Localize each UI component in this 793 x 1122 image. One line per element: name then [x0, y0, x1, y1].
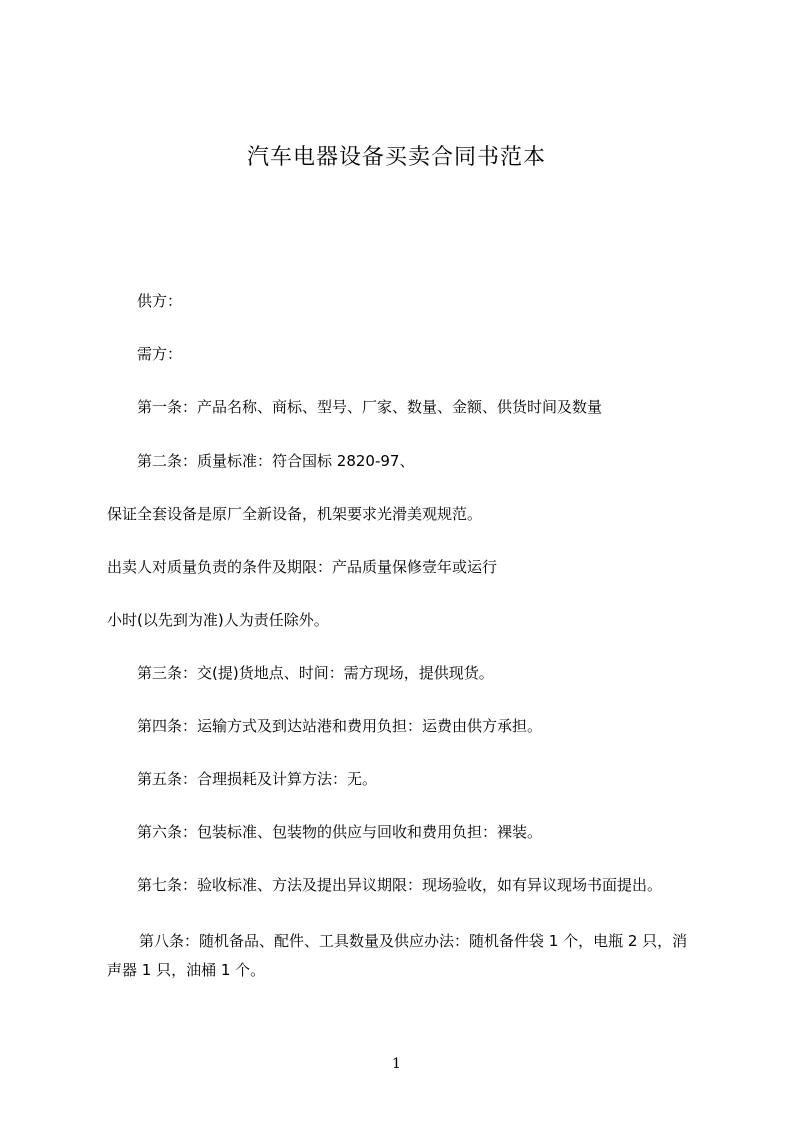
clause-4: 第四条：运输方式及到达站港和费用负担：运费由供方承担。 [137, 717, 543, 735]
page-number: 1 [392, 1056, 401, 1072]
buyer-label: 需方： [137, 345, 183, 363]
clause-2-warranty: 出卖人对质量负责的条件及期限：产品质量保修壹年或运行 [107, 558, 498, 576]
clause-2: 第二条：质量标准：符合国标 2820-97、 [137, 452, 415, 470]
document-title: 汽车电器设备买卖合同书范本 [246, 145, 546, 170]
clause-2-warranty-cont: 小时(以先到为准)人为责任除外。 [107, 611, 329, 629]
clause-6: 第六条：包装标准、包装物的供应与回收和费用负担：裸装。 [137, 823, 543, 841]
clause-1: 第一条：产品名称、商标、型号、厂家、数量、金额、供货时间及数量 [137, 398, 603, 416]
clause-7: 第七条：验收标准、方法及提出异议期限：现场验收，如有异议现场书面提出。 [137, 876, 663, 894]
supplier-label: 供方： [137, 292, 183, 310]
clause-3: 第三条：交(提)货地点、时间：需方现场，提供现货。 [137, 664, 494, 682]
clause-2-guarantee: 保证全套设备是原厂全新设备，机架要求光滑美观规范。 [107, 505, 483, 523]
clause-8: 第八条：随机备品、配件、工具数量及供应办法：随机备件袋 1 个，电瓶 2 只，消声器 1 只，油桶 1 个。 [107, 932, 688, 979]
clause-5: 第五条：合理损耗及计算方法：无。 [137, 770, 378, 788]
